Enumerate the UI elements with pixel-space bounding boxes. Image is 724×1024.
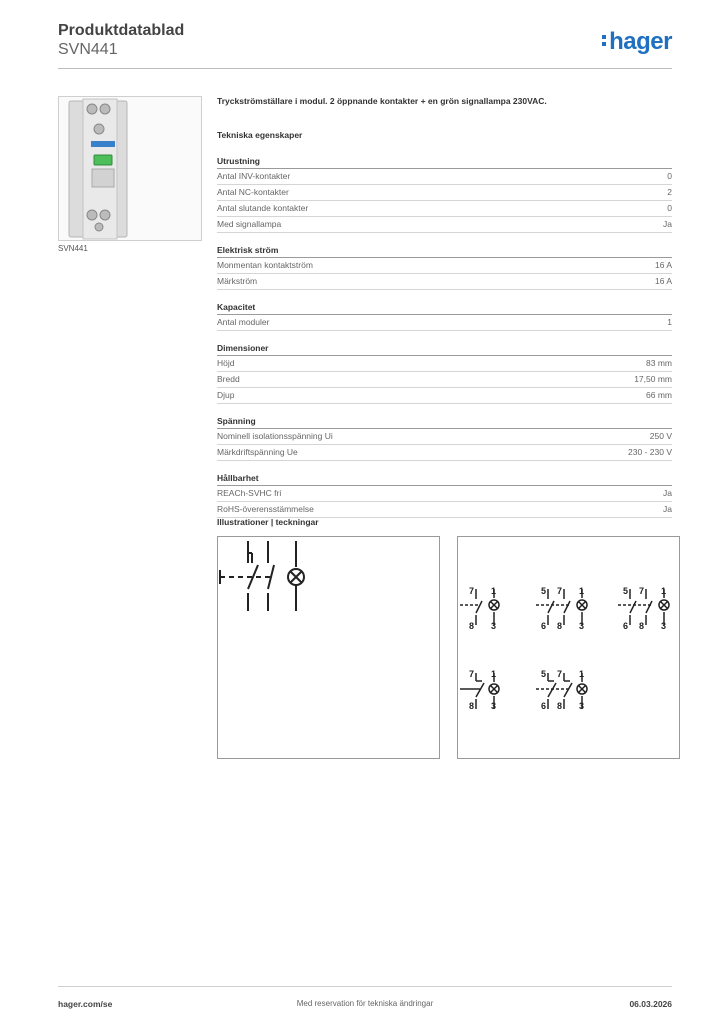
page-header [58, 22, 672, 69]
spec-row [217, 217, 672, 233]
svg-text:5: 5 [623, 586, 629, 596]
spec-label: Höjd [217, 358, 235, 368]
spec-section [217, 471, 672, 518]
spec-row [217, 388, 672, 404]
spec-row [217, 445, 672, 461]
spec-section [217, 341, 672, 404]
illustrations-title: Illustrationer | teckningar [217, 517, 319, 527]
svg-text:1: 1 [661, 586, 667, 596]
spec-label: Antal NC-kontakter [217, 187, 289, 197]
product-code: SVN441 [58, 41, 118, 58]
svg-text:1: 1 [491, 586, 497, 596]
spec-label: Bredd [217, 374, 240, 384]
spec-label: Monmentan kontaktström [217, 260, 313, 270]
footer-website-link[interactable]: hager.com/se [58, 999, 113, 1009]
section-title: Spänning [217, 414, 672, 429]
section-title: Utrustning [217, 154, 672, 169]
spec-value: 16 A [654, 276, 672, 286]
section-title: Hållbarhet [217, 471, 672, 486]
section-title: Elektrisk ström [217, 243, 672, 258]
hager-logo[interactable] [602, 28, 672, 56]
svg-text:6: 6 [623, 621, 629, 631]
svg-text:8: 8 [557, 701, 563, 711]
svg-text:5: 5 [541, 586, 547, 596]
svg-text:6: 6 [541, 701, 547, 711]
section-title: Kapacitet [217, 300, 672, 315]
switch-symbol-diagram [218, 537, 439, 758]
logo-text: hager [609, 28, 672, 55]
svg-text:6: 6 [541, 621, 547, 631]
spec-value: 16 A [654, 260, 672, 270]
svg-text:8: 8 [469, 621, 475, 631]
document-title: Produktdatablad [58, 22, 185, 39]
spec-value: 1 [667, 317, 672, 327]
logo-dots-icon [602, 32, 607, 49]
spec-section [217, 300, 672, 331]
spec-value: 230 - 230 V [628, 447, 672, 457]
spec-value: 66 mm [646, 390, 672, 400]
wiring-symbol-box [217, 536, 440, 759]
svg-text:8: 8 [469, 701, 475, 711]
spec-label: REACh-SVHC fri [217, 488, 282, 498]
svg-text:3: 3 [579, 621, 585, 631]
spec-label: RoHS-överensstämmelse [217, 504, 314, 514]
spec-row [217, 201, 672, 217]
spec-value: 250 V [649, 431, 672, 441]
svg-text:8: 8 [557, 621, 563, 631]
section-title: Dimensioner [217, 341, 672, 356]
product-image [58, 96, 202, 241]
svg-text:8: 8 [639, 621, 645, 631]
svg-text:3: 3 [491, 701, 497, 711]
spec-label: Märkdriftspänning Ue [217, 447, 298, 457]
svg-text:3: 3 [579, 701, 585, 711]
spec-value: Ja [663, 488, 672, 498]
spec-section [217, 154, 672, 233]
spec-row [217, 169, 672, 185]
spec-label: Antal INV-kontakter [217, 171, 291, 181]
footer-disclaimer: Med reservation för tekniska ändringar [296, 999, 434, 1008]
spec-row [217, 356, 672, 372]
spec-section [217, 243, 672, 290]
footer-date: 06.03.2026 [629, 999, 672, 1009]
spec-row [217, 185, 672, 201]
spec-value: Ja [663, 219, 672, 229]
spec-row [217, 502, 672, 518]
svg-text:7: 7 [469, 669, 475, 679]
svg-text:7: 7 [557, 586, 563, 596]
spec-label: Märkström [217, 276, 258, 286]
product-description: Tryckströmställare i modul. 2 öppnande kontakter + en grön signallampa 230VAC. [217, 96, 547, 106]
tech-properties-title: Tekniska egenskaper [217, 130, 303, 140]
spec-content [217, 96, 672, 518]
spec-label: Nominell isolationsspänning Ui [217, 431, 333, 441]
svg-text:7: 7 [469, 586, 475, 596]
spec-row [217, 315, 672, 331]
spec-label: Djup [217, 390, 235, 400]
svg-text:7: 7 [639, 586, 645, 596]
svg-text:1: 1 [491, 669, 497, 679]
spec-value: 83 mm [646, 358, 672, 368]
spec-label: Antal slutande kontakter [217, 203, 309, 213]
spec-label: Med signallampa [217, 219, 282, 229]
spec-sections [217, 154, 672, 518]
spec-row [217, 258, 672, 274]
spec-label: Antal moduler [217, 317, 270, 327]
spec-value: 0 [667, 203, 672, 213]
spec-row [217, 486, 672, 502]
spec-row [217, 429, 672, 445]
svg-text:3: 3 [491, 621, 497, 631]
spec-section [217, 414, 672, 461]
svg-text:1: 1 [579, 586, 585, 596]
page-footer [58, 986, 672, 1015]
terminal-diagrams [458, 537, 679, 758]
spec-row [217, 372, 672, 388]
svg-text:5: 5 [541, 669, 547, 679]
svg-text:7: 7 [557, 669, 563, 679]
spec-value: 17,50 mm [634, 374, 672, 384]
svg-text:1: 1 [579, 669, 585, 679]
spec-value: 2 [667, 187, 672, 197]
svg-text:3: 3 [661, 621, 667, 631]
terminal-diagram-box [457, 536, 680, 759]
spec-value: 0 [667, 171, 672, 181]
spec-row [217, 274, 672, 290]
image-caption: SVN441 [58, 244, 88, 253]
spec-value: Ja [663, 504, 672, 514]
